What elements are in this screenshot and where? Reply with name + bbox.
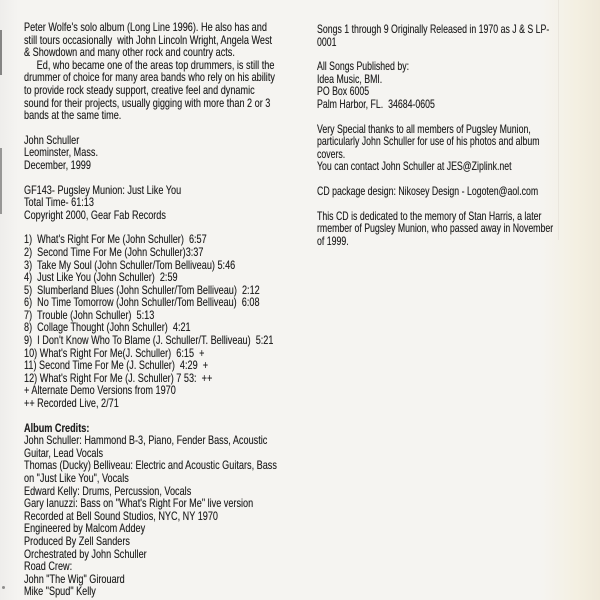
text-line: Very Special thanks to all members of Pugsley Munion,	[317, 121, 531, 136]
text-line: PO Box 6005	[317, 84, 370, 99]
text-line: GF143- Pugsley Munion: Just Like You	[24, 182, 182, 197]
text-line: ++ Recorded Live, 2/71	[24, 396, 119, 411]
text-line: 8) Collage Thought (John Schuller) 4:21	[24, 320, 191, 335]
text-line: 0001	[317, 34, 337, 49]
text-line: 2) Second Time For Me (John Schuller)3:37	[24, 244, 204, 259]
text-line: 7) Trouble (John Schuller) 5:13	[24, 307, 155, 322]
text-line: & Showdown and many other rock and country acts.	[24, 45, 235, 60]
text-line: You can contact John Schuller at JES@Ziplink.net	[317, 159, 512, 174]
track-list	[24, 233, 404, 409]
text-line: particularly John Schuller for use of his photos and album	[317, 134, 540, 149]
text-line: John Schuller	[24, 132, 80, 147]
text-line: 3) Take My Soul (John Schuller/Tom Belliveau) 5:46	[24, 257, 236, 272]
text-line: Copyright 2000, Gear Fab Records	[24, 207, 166, 222]
text-line: Edward Kelly: Drums, Percussion, Vocals	[24, 483, 192, 498]
text-line: All Songs Published by:	[317, 59, 410, 74]
text-line: 11) Second Time For Me (J. Schuller) 4:29 +	[24, 358, 209, 373]
text-line: + Alternate Demo Versions from 1970	[24, 383, 176, 398]
text-line: 12) What's Right For Me (J. Schuller) 7 53: ++	[24, 370, 213, 385]
text-line: 10) What's Right For Me(J. Schuller) 6:15 +	[24, 345, 205, 360]
original-release-note	[317, 23, 600, 48]
text-line: Recorded at Bell Sound Studios, NYC, NY 1970	[24, 508, 219, 523]
package-design-credit	[317, 185, 600, 198]
text-line: Road Crew:	[24, 559, 73, 574]
text-line: Guitar, Lead Vocals	[24, 445, 104, 460]
text-line: covers.	[317, 146, 346, 161]
text-line: Mike "Spud" Kelly	[24, 584, 96, 599]
text-line: CD package design: Nikosey Design - Logoten@aol.com	[317, 183, 539, 198]
text-line: Peter Wolfe's solo album (Long Line 1996). He also has and	[24, 20, 267, 34]
publisher-block	[317, 60, 600, 110]
text-line: John Schuller: Hammond B-3, Piano, Fender Bass, Acoustic	[24, 433, 268, 448]
text-line: Engineered by Malcom Addey	[24, 521, 146, 536]
scan-artifact-mark	[0, 148, 2, 214]
text-line: This CD is dedicated to the memory of Stan Harris, a later	[317, 208, 542, 223]
dedication	[317, 210, 600, 248]
text-line: 5) Slumberland Blues (John Schuller/Tom Belliveau) 2:12	[24, 282, 260, 297]
text-line: Leominster, Mass.	[24, 145, 99, 160]
text-line: Total Time- 61:13	[24, 195, 94, 210]
right-text-column	[317, 23, 600, 247]
text-line: sound for their projects, usually gigging with more than 2 or 3	[24, 95, 271, 110]
text-line: still tours occasionally with John Lincoln Wright, Angela West	[24, 32, 273, 47]
text-line: 9) I Don't Know Who To Blame (J. Schuller/T. Belliveau) 5:21	[24, 333, 274, 348]
text-line: drummer of choice for many area bands who rely on his ability	[24, 70, 275, 85]
thanks-block	[317, 123, 600, 173]
album-credits	[24, 422, 404, 598]
scan-artifact-mark	[0, 30, 2, 75]
text-line: of 1999.	[317, 233, 349, 248]
text-line: on "Just Like You", Vocals	[24, 471, 129, 485]
text-line: John "The Wig" Girouard	[24, 571, 125, 586]
text-line: 6) No Time Tomorrow (John Schuller/Tom Belliveau) 6:08	[24, 295, 260, 310]
text-line: Palm Harbor, FL. 34684-0605	[317, 96, 435, 111]
text-line: Gary Ianuzzi: Bass on "What's Right For Me" live version	[24, 496, 254, 511]
text-line: Orchestrated by John Schuller	[24, 546, 147, 561]
album-credits-heading: Album Credits:	[24, 420, 90, 435]
scan-artifact-mark	[2, 586, 5, 589]
text-line: Ed, who became one of the areas top drummers, is still the	[24, 57, 275, 72]
text-line: 4) Just Like You (John Schuller) 2:59	[24, 270, 178, 285]
text-line: December, 1999	[24, 157, 91, 172]
text-line: rmember of Pugsley Munion, who passed away in November	[317, 221, 554, 236]
text-line: Produced By Zell Sanders	[24, 533, 130, 548]
text-line: 1) What's Right For Me (John Schuller) 6:57	[24, 232, 207, 247]
text-line: Idea Music, BMI.	[317, 71, 383, 86]
text-line: Songs 1 through 9 Originally Released in 1970 as J & S LP-	[317, 22, 550, 36]
text-line: bands at the same time.	[24, 108, 122, 123]
text-line: to provide rock steady support, creative feel and dynamic	[24, 82, 255, 97]
text-line: Thomas (Ducky) Belliveau: Electric and Acoustic Guitars, Bass	[24, 458, 277, 473]
